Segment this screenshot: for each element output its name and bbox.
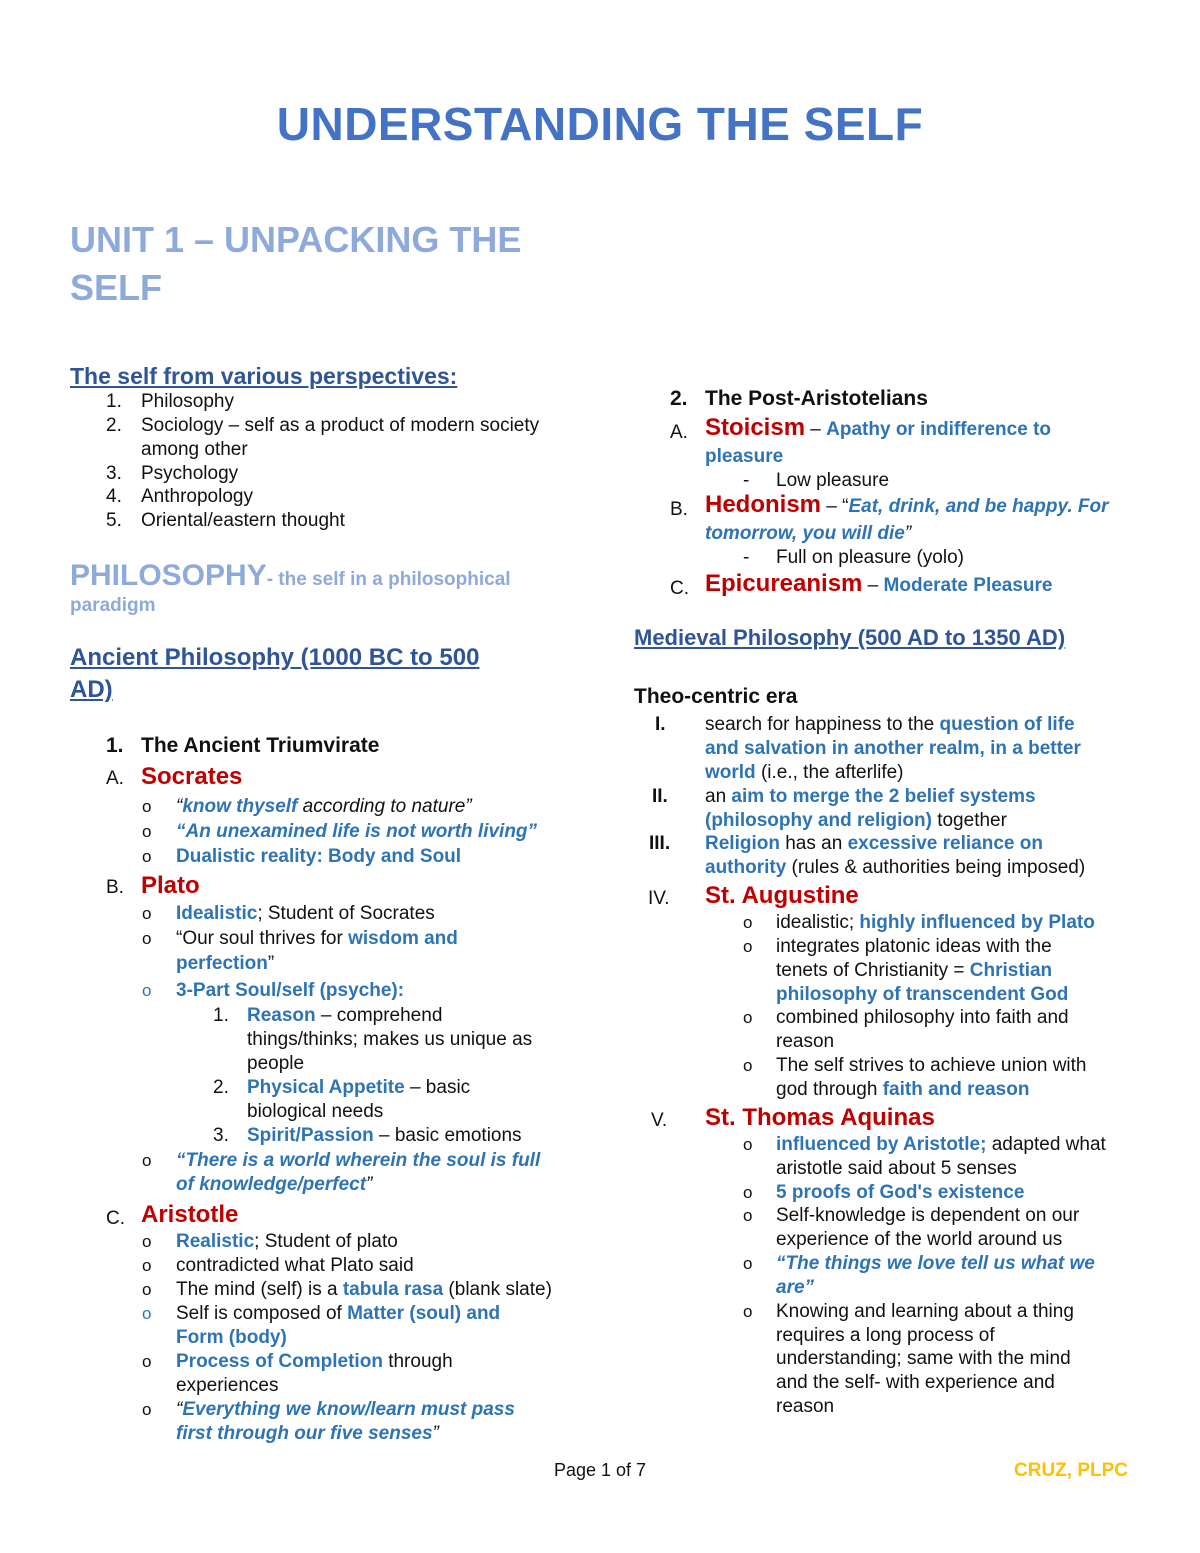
emphasis: wisdom and — [348, 928, 458, 949]
list-number: 1. — [213, 1005, 229, 1026]
plato-point-3: 3-Part Soul/self (psyche): — [176, 980, 405, 1001]
list-number: 1. — [106, 391, 122, 412]
list-number: 5. — [106, 510, 122, 531]
bullet: o — [142, 1352, 152, 1371]
bullet: o — [142, 1151, 152, 1170]
bullet: o — [142, 797, 152, 816]
author-label: CRUZ, PLPC — [1014, 1460, 1128, 1481]
text: adapted what — [986, 1134, 1106, 1155]
emphasis: aim to merge the 2 belief systems — [731, 786, 1036, 807]
emphasis: Moderate Pleasure — [883, 575, 1053, 596]
text: “ — [176, 1399, 183, 1420]
list-letter: A. — [670, 422, 688, 443]
list-number: 2. — [213, 1077, 229, 1098]
stoicism-name: Stoicism — [705, 414, 806, 441]
emphasis: Realistic — [176, 1231, 255, 1252]
emphasis: highly influenced by Plato — [859, 912, 1095, 933]
plato-point-4: “There is a world wherein the soul is full — [176, 1150, 541, 1171]
emphasis: know thyself — [182, 796, 298, 817]
emphasis: tabula rasa — [342, 1279, 444, 1300]
text: (rules & authorities being imposed) — [786, 857, 1086, 878]
aquinas-point-4-cont: are” — [776, 1277, 815, 1298]
emphasis: Process of Completion — [176, 1351, 383, 1372]
medieval-point-2 — [705, 785, 1036, 809]
post-aristotelians-heading: The Post-Aristotelians — [705, 387, 928, 410]
post-aristotelians-number: 2. — [670, 387, 688, 410]
roman-numeral: IV. — [648, 888, 670, 909]
aquinas-point-1 — [776, 1133, 1106, 1157]
text: search for happiness to the — [705, 714, 940, 735]
aquinas-point-5-cont: requires a long process of — [776, 1325, 995, 1346]
document-title: UNDERSTANDING THE SELF — [276, 98, 924, 150]
emphasis: of knowledge/perfect — [176, 1174, 367, 1195]
aristotle-name: Aristotle — [141, 1201, 239, 1228]
quote-mark: “ — [176, 796, 183, 817]
list-item: Anthropology — [141, 486, 253, 507]
text: has an — [779, 833, 848, 854]
aristotle-point-2: contradicted what Plato said — [176, 1255, 414, 1276]
text: god through — [776, 1079, 883, 1100]
text: (i.e., the afterlife) — [755, 762, 904, 783]
page-number: Page 1 of 7 — [553, 1460, 647, 1480]
socrates-name: Socrates — [141, 763, 243, 790]
list-item: Psychology — [141, 463, 239, 484]
aristotle-point-3 — [176, 1278, 552, 1302]
bullet: o — [743, 1135, 753, 1154]
text: tenets of Christianity = — [776, 960, 970, 981]
aquinas-point-5: Knowing and learning about a thing — [776, 1301, 1074, 1322]
stoicism-line — [705, 416, 1051, 442]
text: idealistic; — [776, 912, 860, 933]
plato-name: Plato — [141, 872, 200, 899]
stoicism-desc-cont: pleasure — [705, 446, 784, 467]
soul-part-appetite-cont: biological needs — [247, 1101, 384, 1122]
bullet: o — [743, 1056, 753, 1075]
hedonism-line — [705, 493, 1109, 519]
aristotle-point-6-cont — [176, 1422, 439, 1446]
hedonism-name: Hedonism — [705, 491, 822, 518]
aquinas-point-2: 5 proofs of God's existence — [776, 1182, 1025, 1203]
list-number: 2. — [106, 415, 122, 436]
stoicism-sub: Low pleasure — [776, 470, 890, 491]
bullet: o — [142, 929, 152, 948]
medieval-point-1 — [705, 713, 1075, 737]
aquinas-point-4: “The things we love tell us what we — [776, 1253, 1095, 1274]
aquinas-point-5-cont: understanding; same with the mind — [776, 1348, 1071, 1369]
text: – “ — [821, 496, 849, 517]
text: – basic — [404, 1077, 471, 1098]
emphasis: world — [705, 762, 756, 783]
philosophy-sub: - the self in a philosophical — [266, 569, 511, 590]
augustine-point-2-cont — [776, 959, 1052, 983]
bullet: o — [142, 981, 152, 1000]
text: ” — [366, 1174, 373, 1195]
bullet: o — [743, 1302, 753, 1321]
aquinas-point-5-cont: and the self- with experience and — [776, 1372, 1055, 1393]
bullet: o — [743, 1206, 753, 1225]
text: ” — [432, 1423, 439, 1444]
epicureanism-line — [705, 572, 1053, 598]
list-letter: C. — [670, 578, 689, 599]
roman-numeral: II. — [652, 786, 668, 807]
bullet: o — [743, 937, 753, 956]
emphasis: Spirit/Passion — [247, 1125, 374, 1146]
list-item: Sociology – self as a product of modern society — [141, 415, 540, 436]
list-item: Oriental/eastern thought — [141, 510, 345, 531]
emphasis: Physical Appetite — [247, 1077, 405, 1098]
aristotle-point-6 — [176, 1398, 515, 1422]
plato-point-2 — [176, 927, 458, 951]
dash-bullet: - — [743, 470, 750, 491]
bullet: o — [743, 1008, 753, 1027]
emphasis: perfection — [176, 953, 268, 974]
augustine-point-3: combined philosophy into faith and — [776, 1007, 1069, 1028]
bullet: o — [142, 1280, 152, 1299]
dash-bullet: - — [743, 547, 750, 568]
augustine-point-1 — [776, 911, 1095, 935]
emphasis: Apathy or indifference to — [826, 419, 1052, 440]
hedonism-sub: Full on pleasure (yolo) — [776, 547, 964, 568]
soul-part-spirit — [247, 1124, 522, 1148]
text: ; Student of Socrates — [257, 903, 435, 924]
hedonism-desc-cont — [705, 522, 911, 546]
soul-part-reason — [247, 1004, 442, 1028]
medieval-point-2-cont — [705, 809, 1007, 833]
medieval-point-3 — [705, 832, 1043, 856]
text: “Our soul thrives for — [176, 928, 349, 949]
socrates-point-1 — [176, 795, 472, 819]
bullet: o — [142, 1304, 152, 1323]
emphasis: Reason — [247, 1005, 316, 1026]
augustine-point-4-cont — [776, 1078, 1029, 1102]
text: according to nature” — [297, 796, 472, 817]
emphasis: influenced by Aristotle; — [776, 1134, 987, 1155]
aristotle-point-5 — [176, 1350, 453, 1374]
soul-part-reason-cont: things/thinks; makes us unique as — [247, 1029, 533, 1050]
emphasis: tomorrow, you will die — [705, 523, 905, 544]
emphasis: Christian — [969, 960, 1053, 981]
aristotle-point-4-cont: Form (body) — [176, 1327, 287, 1348]
list-number: 3. — [106, 463, 122, 484]
era-heading: Theo-centric era — [634, 685, 798, 708]
emphasis: Idealistic — [176, 903, 258, 924]
bullet: o — [743, 1254, 753, 1273]
list-letter: B. — [670, 499, 688, 520]
text: – — [805, 419, 827, 440]
emphasis: question of life — [939, 714, 1075, 735]
medieval-heading: Medieval Philosophy (500 AD to 1350 AD) — [634, 625, 1066, 650]
text: ” — [904, 523, 912, 544]
aristotle-point-5-cont: experiences — [176, 1375, 279, 1396]
text: – basic emotions — [373, 1125, 522, 1146]
bullet: o — [743, 1183, 753, 1202]
text: an — [705, 786, 732, 807]
bullet: o — [142, 1256, 152, 1275]
emphasis: faith and reason — [882, 1079, 1030, 1100]
augustine-point-4: The self strives to achieve union with — [776, 1055, 1087, 1076]
text: Self is composed of — [176, 1303, 348, 1324]
list-item: Philosophy — [141, 391, 234, 412]
soul-part-appetite — [247, 1076, 470, 1100]
roman-numeral: I. — [655, 714, 666, 735]
text: – comprehend — [315, 1005, 443, 1026]
ancient-heading-line2: AD) — [70, 676, 113, 703]
bullet: o — [142, 1232, 152, 1251]
ancient-heading: Ancient Philosophy (1000 BC to 500 — [70, 644, 480, 671]
emphasis: Religion — [705, 833, 780, 854]
socrates-point-3: Dualistic reality: Body and Soul — [176, 846, 462, 867]
socrates-point-2: “An unexamined life is not worth living” — [176, 821, 538, 842]
emphasis: Matter (soul) and — [347, 1303, 501, 1324]
triumvirate-number: 1. — [106, 734, 124, 757]
aristotle-point-4 — [176, 1302, 500, 1326]
plato-point-1 — [176, 902, 435, 926]
text: ; Student of plato — [254, 1231, 398, 1252]
list-letter: A. — [106, 768, 124, 789]
aquinas-point-1-cont: aristotle said about 5 senses — [776, 1158, 1017, 1179]
text: ” — [267, 953, 275, 974]
roman-numeral: V. — [651, 1110, 668, 1131]
text: (blank slate) — [443, 1279, 552, 1300]
philosophy-sub-line2: paradigm — [70, 595, 156, 616]
emphasis: Everything we know/learn must pass — [182, 1399, 515, 1420]
medieval-point-3-cont — [705, 856, 1085, 880]
plato-point-4-cont — [176, 1173, 372, 1197]
augustine-name: St. Augustine — [705, 882, 859, 909]
emphasis: authority — [705, 857, 787, 878]
medieval-point-1-cont — [705, 761, 904, 785]
aquinas-point-3-cont: experience of the world around us — [776, 1229, 1063, 1250]
aquinas-name: St. Thomas Aquinas — [705, 1104, 935, 1131]
medieval-point-1-cont: and salvation in another realm, in a better — [705, 738, 1081, 759]
augustine-point-3-cont: reason — [776, 1031, 835, 1052]
text: together — [931, 810, 1007, 831]
list-number: 3. — [213, 1125, 229, 1146]
aristotle-point-1 — [176, 1230, 398, 1254]
soul-part-reason-cont: people — [247, 1053, 305, 1074]
list-letter: C. — [106, 1208, 125, 1229]
aquinas-point-3: Self-knowledge is dependent on our — [776, 1205, 1080, 1226]
plato-point-2-cont — [176, 952, 274, 976]
emphasis: Eat, drink, and be happy. For — [848, 496, 1109, 517]
bullet: o — [142, 822, 152, 841]
philosophy-heading — [70, 558, 511, 598]
list-item-continued: among other — [141, 439, 248, 460]
bullet: o — [142, 904, 152, 923]
text: The mind (self) is a — [176, 1279, 343, 1300]
text: through — [382, 1351, 453, 1372]
unit-title: UNIT 1 – UNPACKING THE SELF — [70, 219, 522, 308]
augustine-point-2-cont: philosophy of transcendent God — [776, 984, 1069, 1005]
triumvirate-heading: The Ancient Triumvirate — [141, 734, 380, 757]
augustine-point-2: integrates platonic ideas with the — [776, 936, 1052, 957]
text: – — [862, 575, 884, 596]
emphasis: excessive reliance on — [847, 833, 1043, 854]
list-number: 4. — [106, 486, 122, 507]
roman-numeral: III. — [649, 833, 671, 854]
epicureanism-name: Epicureanism — [705, 570, 863, 597]
philosophy-label: PHILOSOPHY — [70, 559, 267, 592]
emphasis: first through our five senses — [176, 1423, 433, 1444]
bullet: o — [743, 913, 753, 932]
emphasis: (philosophy and religion) — [705, 810, 932, 831]
aquinas-point-5-cont: reason — [776, 1396, 835, 1417]
bullet: o — [142, 1400, 152, 1419]
perspectives-heading: The self from various perspectives: — [70, 363, 458, 389]
list-letter: B. — [106, 877, 124, 898]
bullet: o — [142, 847, 152, 866]
